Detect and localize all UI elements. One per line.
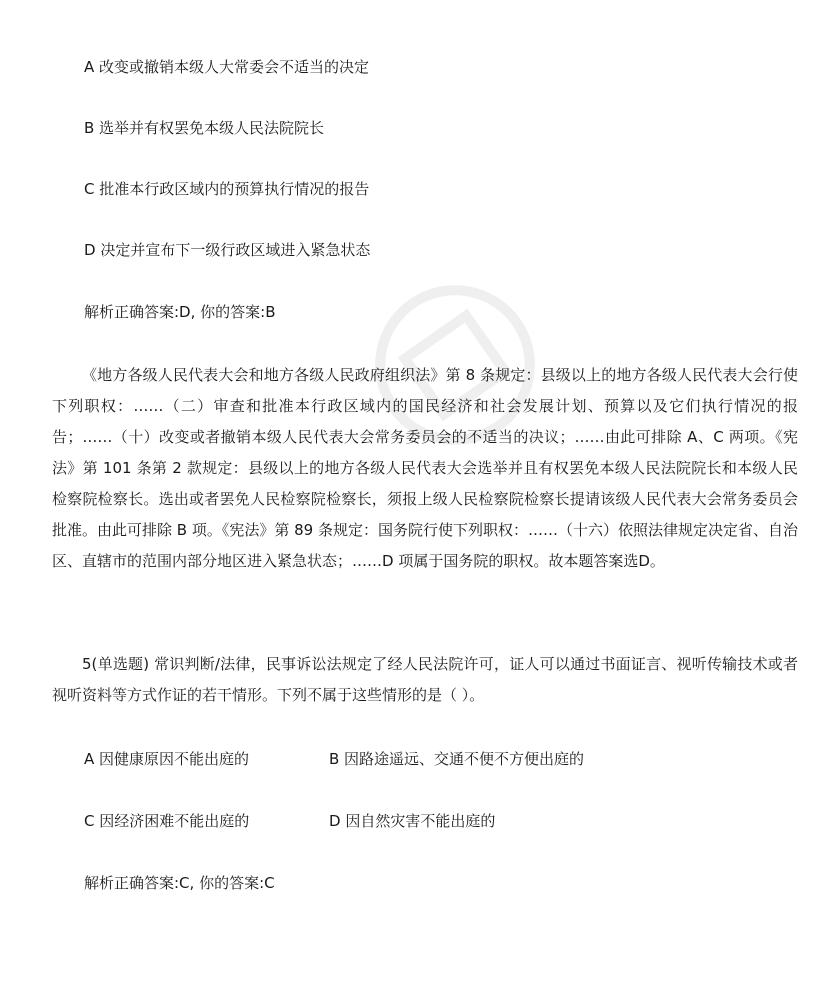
q5-question-stem: 5(单选题) 常识判断/法律，民事诉讼法规定了经人民法院许可，证人可以通过书面证言、视听传输技术或者视听资料等方式作证的若干情形。下列不属于这些情形的是（ ）。 — [52, 655, 798, 704]
q4-option-b: B 选举并有权罢免本级人民法院院长 — [84, 119, 325, 137]
q4-option-d: D 决定并宣布下一级行政区域进入紧急状态 — [84, 241, 371, 259]
q5-option-a: A 因健康原因不能出庭的 — [84, 750, 250, 768]
q4-answer-line: 解析正确答案:D, 你的答案:B — [84, 303, 276, 321]
q4-analysis-paragraph: 《地方各级人民代表大会和地方各级人民政府组织法》第 8 条规定：县级以上的地方各级人民代表大会行使下列职权：……（二）审查和批准本行政区域内的国民经济和社会发展计划、预算以及它们执行情况的报告；……（十）改变或者撤销本级人民代表大会常务委员会的不适当的决议；……由此可排除 A、C 两项。《宪法》第 101 条第 2 款规定：县级以上的地方各级人民代表大会选举并且有权罢免本级人民法院院长和本级人民检察院检察长。选出或者罢免人民检察院检察长，须报上级人民检察院检察长提请该级人民代表大会常务委员会批准。由此可排除 B 项。《宪法》第 89 条规定：国务院行使下列职权：……（十六）依照法律规定决定省、自治区、直辖市的范围内部分地区进入紧急状态；……D 项属于国务院的职权。故本题答案选D。 — [52, 366, 798, 570]
q4-option-a: A 改变或撤销本级人大常委会不适当的决定 — [84, 58, 370, 76]
q5-option-d: D 因自然灾害不能出庭的 — [329, 812, 496, 830]
q5-option-c: C 因经济困难不能出庭的 — [84, 812, 250, 830]
q5-answer-line: 解析正确答案:C, 你的答案:C — [84, 874, 275, 892]
q4-option-c: C 批准本行政区域内的预算执行情况的报告 — [84, 180, 370, 198]
q5-option-b: B 因路途遥远、交通不便不方便出庭的 — [329, 750, 585, 768]
